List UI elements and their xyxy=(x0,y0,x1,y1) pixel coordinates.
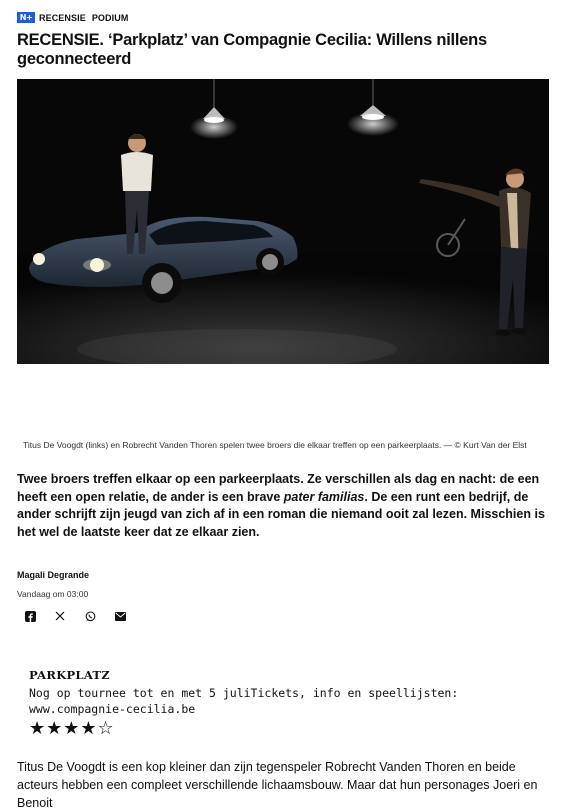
star-rating: ★★★★☆ xyxy=(29,718,115,739)
lead-paragraph xyxy=(17,471,549,541)
author-name[interactable]: Magali Degrande xyxy=(17,570,90,580)
kicker xyxy=(39,13,128,23)
production-title: PARKPLATZ xyxy=(29,668,110,682)
mail-icon[interactable] xyxy=(113,609,127,623)
kicker-bar xyxy=(17,12,128,23)
whatsapp-icon[interactable] xyxy=(83,609,97,623)
facebook-icon[interactable] xyxy=(23,609,37,623)
lead-part-1: Twee broers treffen elkaar op een parkeerplaats. Ze verschillen als dag en nacht: de een heeft een open relatie, de ander is een brave xyxy=(17,472,540,504)
photo-caption: Titus De Voogdt (links) en Robrecht Vanden Thoren spelen twee broers die elkaar treffen op een parkeerplaats. — © Kurt Van der Elst xyxy=(23,440,527,450)
body-paragraph: Titus De Voogdt is een kop kleiner dan zijn tegenspeler Robrecht Vanden Thoren en beide acteurs hebben een compleet verschillende lichaamsbouw. Maar dat hun personages Joeri en Benoit xyxy=(17,760,538,810)
share-bar xyxy=(23,609,127,623)
production-infobox xyxy=(29,668,529,739)
publish-date: Vandaag om 03:00 xyxy=(17,589,89,599)
nieuwsblad-logo[interactable]: N+ xyxy=(17,12,35,23)
lead-part-2: . De een runt een bedrijf, de ander schrijft zijn jeugd van zich af in een roman die niemand ooit zal lezen. Misschien is het wel de laatste keer dat ze elkaar zien. xyxy=(17,489,545,539)
x-icon[interactable] xyxy=(53,609,67,623)
kicker-recensie[interactable]: RECENSIE xyxy=(39,12,86,23)
article-title: RECENSIE. ‘Parkplatz’ van Compagnie Cecilia: Willens nillens geconnecteerd xyxy=(17,31,487,68)
production-info: Nog op tournee tot en met 5 juliTickets, info en speellijsten: www.compagnie-cecilia.be xyxy=(29,686,459,716)
article-photo xyxy=(17,79,549,364)
kicker-podium[interactable]: PODIUM xyxy=(91,12,129,23)
lead-italic: pater familias xyxy=(283,489,365,504)
stage-photo-image xyxy=(17,79,549,364)
